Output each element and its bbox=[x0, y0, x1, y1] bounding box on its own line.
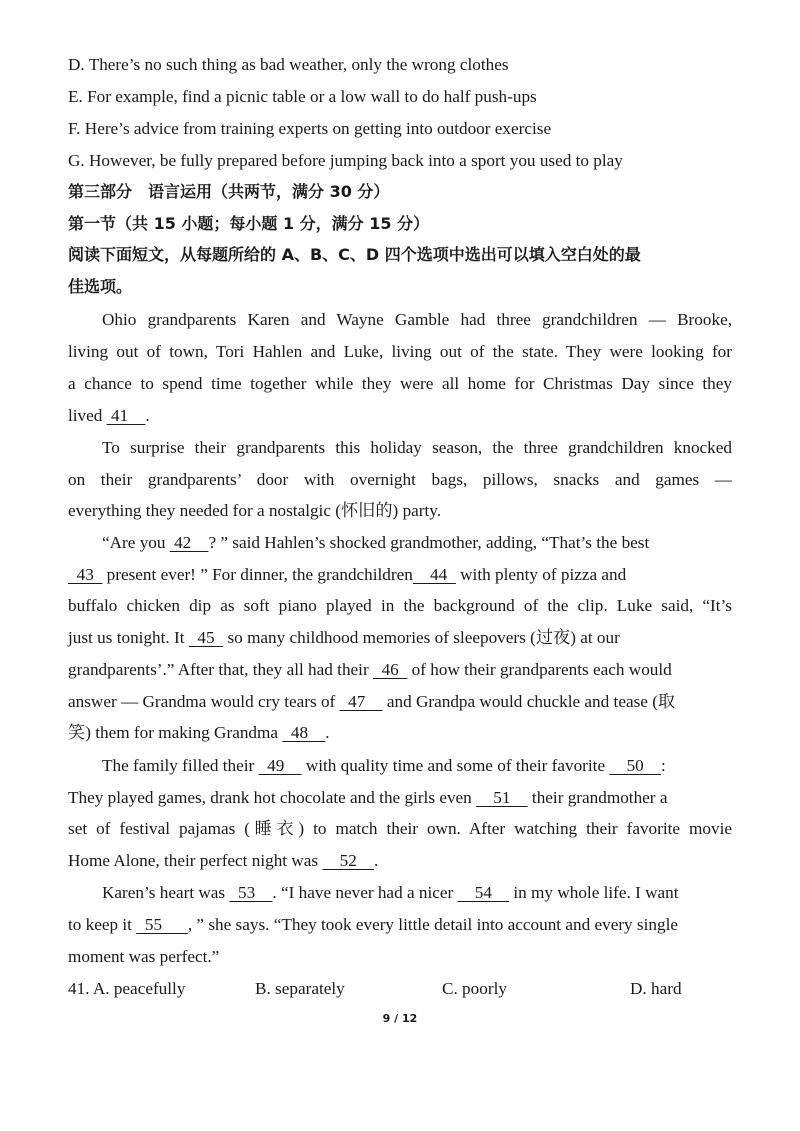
blank-51: 51 bbox=[476, 788, 528, 807]
blank-53: 53 bbox=[229, 883, 273, 902]
passage-line: 43 present ever! ” For dinner, the grandchildren 44 with plenty of pizza and bbox=[68, 565, 627, 584]
passage-line: set of festival pajamas (睡衣) to match their own. After watching their favorite movie bbox=[68, 819, 732, 838]
passage-line: lived 41 . bbox=[68, 406, 150, 425]
q41-option-b: B. separately bbox=[255, 979, 345, 998]
option-g-prev: G. However, be fully prepared before jumping back into a sport you used to play bbox=[68, 151, 623, 170]
blank-47: 47 bbox=[339, 692, 383, 711]
q41-option-d: D. hard bbox=[630, 979, 682, 998]
passage-line: 笑) them for making Grandma 48 . bbox=[68, 723, 330, 742]
passage-line: moment was perfect.” bbox=[68, 947, 220, 966]
section-subtitle: 第一节（共 15 小题；每小题 1 分，满分 15 分） bbox=[68, 214, 430, 233]
blank-50: 50 bbox=[609, 756, 661, 775]
option-f-prev: F. Here’s advice from training experts on getting into outdoor exercise bbox=[68, 119, 552, 138]
instruction-line-2: 佳选项。 bbox=[68, 277, 133, 296]
blank-54: 54 bbox=[457, 883, 510, 902]
passage-line: to keep it 55 , ” she says. “They took every little detail into account and every single bbox=[68, 915, 678, 934]
blank-42: 42 bbox=[169, 533, 209, 552]
instruction-line-1: 阅读下面短文，从每题所给的 A、B、C、D 四个选项中选出可以填入空白处的最 bbox=[68, 245, 641, 264]
passage-line: buffalo chicken dip as soft piano played in the background of the clip. Luke said, “It’s bbox=[68, 596, 732, 615]
passage-line: Home Alone, their perfect night was 52 . bbox=[68, 851, 379, 870]
q41-option-a: 41. A. peacefully bbox=[68, 979, 186, 998]
passage-line: on their grandparents’ door with overnight bags, pillows, snacks and games — bbox=[68, 470, 732, 489]
part-title: 第三部分 语言运用（共两节，满分 30 分） bbox=[68, 182, 390, 201]
passage-line: everything they needed for a nostalgic (怀旧的) party. bbox=[68, 501, 442, 520]
passage-line: Karen’s heart was 53 . “I have never had a nicer 54 in my whole life. I want bbox=[102, 883, 679, 902]
blank-48: 48 bbox=[282, 723, 326, 742]
option-e-prev: E. For example, find a picnic table or a low wall to do half push-ups bbox=[68, 87, 537, 106]
blank-44: 44 bbox=[412, 565, 456, 584]
blank-52: 52 bbox=[322, 851, 374, 870]
blank-46: 46 bbox=[372, 660, 408, 679]
blank-43: 43 bbox=[68, 565, 103, 584]
passage-line: just us tonight. It 45 so many childhood memories of sleepovers (过夜) at our bbox=[68, 628, 620, 647]
passage-line: living out of town, Tori Hahlen and Luke, living out of the state. They were looking for bbox=[68, 342, 732, 361]
passage-line: The family filled their 49 with quality time and some of their favorite 50 : bbox=[102, 756, 666, 775]
page-number: 9 / 12 bbox=[382, 1012, 418, 1025]
passage-line: answer — Grandma would cry tears of 47 and Grandpa would chuckle and tease (取 bbox=[68, 692, 676, 711]
passage-line: a chance to spend time together while they were all home for Christmas Day since they bbox=[68, 374, 732, 393]
blank-49: 49 bbox=[258, 756, 302, 775]
passage-line: Ohio grandparents Karen and Wayne Gamble had three grandchildren — Brooke, bbox=[102, 310, 732, 329]
blank-41: 41 bbox=[106, 406, 146, 425]
passage-line: To surprise their grandparents this holiday season, the three grandchildren knocked bbox=[102, 438, 732, 457]
blank-55: 55 bbox=[136, 915, 188, 934]
q41-option-c: C. poorly bbox=[442, 979, 507, 998]
blank-45: 45 bbox=[188, 628, 224, 647]
passage-line: They played games, drank hot chocolate and the girls even 51 their grandmother a bbox=[68, 788, 668, 807]
passage-line: grandparents’.” After that, they all had their 46 of how their grandparents each would bbox=[68, 660, 672, 679]
option-d-prev: D. There’s no such thing as bad weather, only the wrong clothes bbox=[68, 55, 509, 74]
passage-line: “Are you 42 ? ” said Hahlen’s shocked grandmother, adding, “That’s the best bbox=[102, 533, 650, 552]
